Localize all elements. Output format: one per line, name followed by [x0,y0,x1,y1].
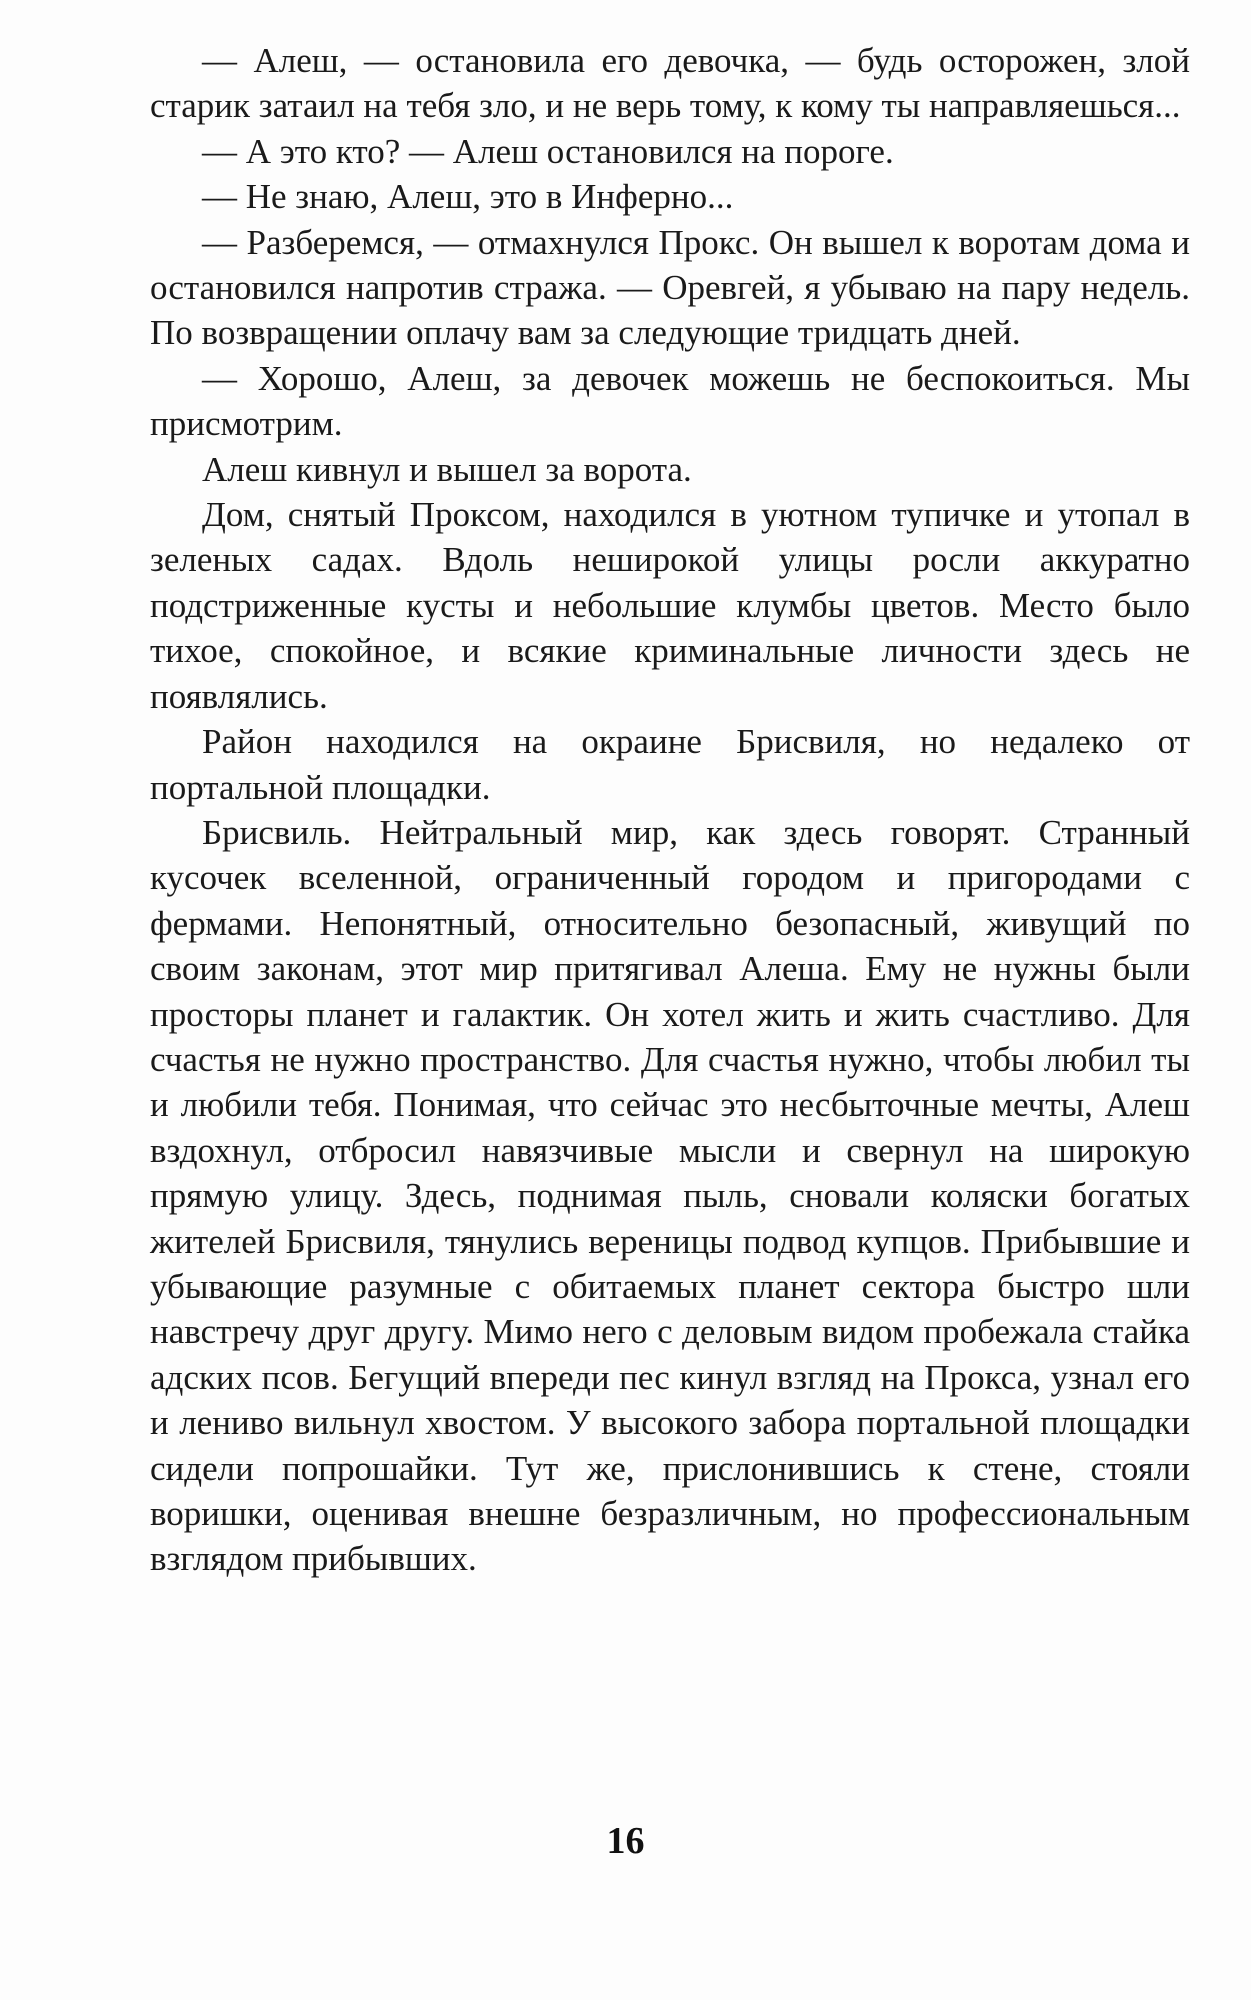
paragraph-district: Район находился на окраине Брисвиля, но недалеко от портальной площадки. [150,722,1190,807]
body-text [150,38,1190,1582]
paragraph-guard: — Разберемся, — отмахнулся Прокс. Он вышел к воротам дома и остановился напротив стража. — Оревгей, я убываю на пару недель. По возвращении оплачу вам за следующие тридцать дней. [150,222,1190,353]
paragraph-inferno: — Не знаю, Алеш, это в Инферно... [202,177,734,217]
paragraph-nod: Алеш кивнул и вышел за ворота. [202,449,692,489]
paragraph-reply: — Хорошо, Алеш, за девочек можешь не беспокоиться. Мы присмотрим. [150,358,1190,444]
paragraph-brisville: Брисвиль. Нейтральный мир, как здесь говорят. Странный кусочек вселенной, ограниченный городом и пригородами с фермами. Непонятный, относительно безопасный, живущий по своим законам, этот мир притягивал Алеша. Ему не нужны были просторы планет и галактик. Он хотел жить и жить счастливо. Для счастья не нужно пространство. Для счастья нужно, чтобы любил ты и любили тебя. Понимая, что сейчас это несбыточные мечты, Алеш вздохнул, отбросил навязчивые мысли и свернул на широкую прямую улицу. Здесь, поднимая пыль, сновали коляски богатых жителей Брисвиля, тянулись вереницы подвод купцов. Прибывшие и убывающие разумные с обитаемых планет сектора быстро шли навстречу друг другу. Мимо него с деловым видом пробежала стайка адских псов. Бегущий впереди пес кинул взгляд на Прокса, узнал его и лениво вильнул хвостом. У высокого забора портальной площадки сидели попрошайки. Тут же, прислонившись к стене, стояли воришки, оценивая внешне безразличным, но профессиональным взглядом прибывших. [150,812,1190,1579]
paragraph-house: Дом, снятый Проксом, находился в уютном тупичке и утопал в зеленых садах. Вдоль неширокой улицы росли аккуратно подстриженные кусты и небольшие клумбы цветов. Место было тихое, спокойное, и всякие криминальные личности здесь не появлялись. [150,495,1190,716]
page-number: 16 [606,1820,645,1862]
paragraph-warning: — Алеш, — остановила его девочка, — будь осторожен, злой старик затаил на тебя зло, и не верь тому, к кому ты направляешься... [150,41,1190,126]
paragraph-question: — А это кто? — Алеш остановился на пороге. [202,131,894,171]
